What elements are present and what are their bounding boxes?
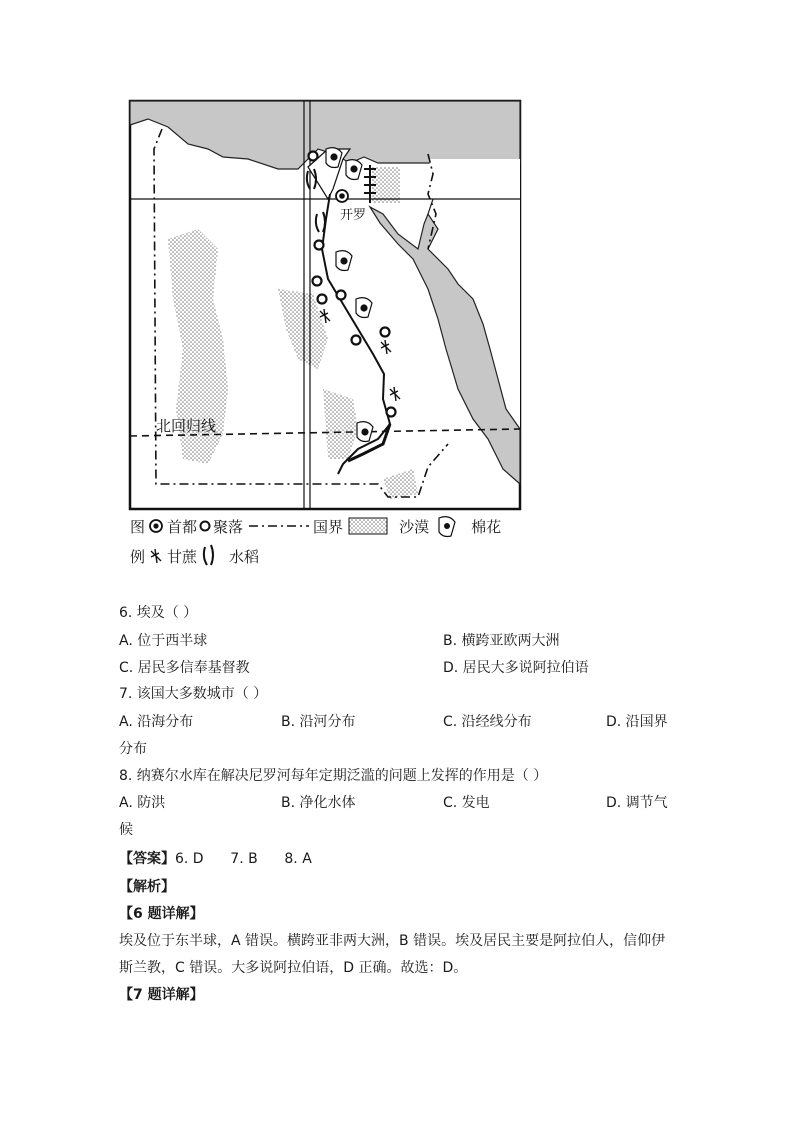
q8-option-b: B. 净化水体: [281, 795, 356, 811]
legend-row-1: [130, 513, 501, 539]
q8-option-d-wrap: 候: [119, 822, 133, 838]
capital-icon: [145, 517, 167, 535]
answer-line: [119, 848, 312, 868]
legend-sugarcane: 甘蔗: [167, 547, 198, 566]
legend-tu: 图: [130, 517, 146, 536]
q7-detail-label: 【7 题详解】: [119, 987, 204, 1003]
border-line-icon: [243, 517, 313, 535]
egypt-map: [128, 99, 522, 511]
q7-option-a: A. 沿海分布: [119, 714, 194, 730]
sinai-desert: [372, 167, 400, 203]
legend-border: 国界: [313, 517, 344, 536]
q6-option-a: A. 位于西半球: [119, 633, 208, 649]
q6-option-d: D. 居民大多说阿拉伯语: [443, 660, 589, 676]
legend-row-2: [130, 543, 259, 569]
q6-detail-line-2: 斯兰教，C 错误。大多说阿拉伯语，D 正确。故选：D。: [119, 960, 468, 976]
legend-capital: 首都: [167, 517, 198, 536]
legend-li: 例: [130, 547, 146, 566]
legend-settlement: 聚落: [213, 517, 244, 536]
sugarcane-icon: [145, 547, 167, 565]
q6-option-c: C. 居民多信奉基督教: [119, 660, 250, 676]
legend-cotton: 棉花: [471, 517, 502, 536]
capital-cairo: [336, 190, 348, 202]
q8-option-a: A. 防洪: [119, 795, 166, 811]
answer-text: 6. D 7. B 8. A: [175, 851, 312, 867]
legend-rice: 水稻: [229, 547, 260, 566]
tropic-label: 北回归线: [156, 417, 217, 435]
q8-option-c: C. 发电: [443, 795, 490, 811]
q8-option-d: D. 调节气: [606, 795, 668, 811]
desert-swatch-icon: [343, 515, 393, 537]
q7-option-b: B. 沿河分布: [281, 714, 356, 730]
q6-detail-line-1: 埃及位于东半球，A 错误。横跨亚非两大洲，B 错误。埃及居民主要是阿拉伯人，信仰伊: [119, 933, 666, 949]
q7-option-d: D. 沿国界: [606, 714, 668, 730]
settlement-icon: [197, 517, 213, 535]
cairo-label: 开罗: [340, 208, 367, 223]
question-7-stem: 7. 该国大多数城市（ ）: [119, 686, 268, 702]
q6-option-b: B. 横跨亚欧两大洲: [443, 633, 560, 649]
legend-desert: 沙漠: [399, 517, 430, 536]
rice-icon: [197, 544, 223, 568]
question-6-stem: 6. 埃及（ ）: [119, 605, 198, 621]
q7-option-c: C. 沿经线分布: [443, 714, 532, 730]
cotton-icon: [429, 514, 463, 538]
answer-label: 【答案】: [119, 851, 175, 867]
map-legend: [130, 513, 550, 577]
analysis-label: 【解析】: [119, 879, 175, 895]
q7-option-d-wrap: 分布: [119, 741, 147, 757]
q6-detail-label: 【6 题详解】: [119, 906, 204, 922]
question-8-stem: 8. 纳赛尔水库在解决尼罗河每年定期泛滥的问题上发挥的作用是（ ）: [119, 768, 548, 784]
